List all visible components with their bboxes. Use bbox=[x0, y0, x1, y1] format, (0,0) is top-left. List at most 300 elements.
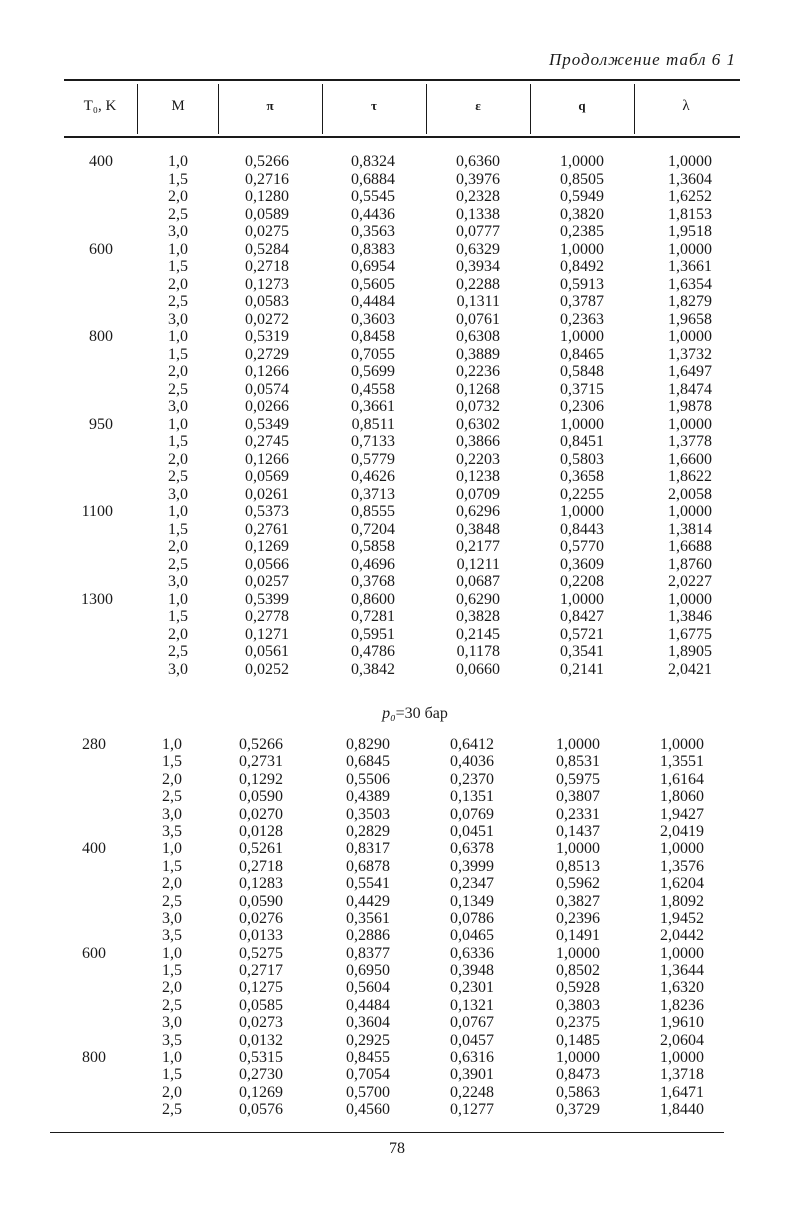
table-header-rule bbox=[64, 136, 740, 138]
cell-lam: 1,0000 bbox=[660, 840, 704, 858]
cell-m: 2,5 bbox=[168, 643, 188, 660]
cell-lam: 2,0421 bbox=[668, 660, 712, 678]
cell-lam: 2,0419 bbox=[660, 822, 704, 840]
cell-pi: 0,0273 bbox=[239, 1014, 283, 1032]
cell-pi: 0,2718 bbox=[239, 857, 283, 875]
cell-tau: 0,5541 bbox=[346, 875, 390, 893]
table-row bbox=[0, 451, 794, 469]
cell-lam: 1,0000 bbox=[668, 503, 712, 520]
cell-m: 1,0 bbox=[162, 840, 182, 858]
header-pi: π bbox=[266, 98, 274, 113]
table-top-rule bbox=[64, 79, 740, 81]
cell-lam: 1,9878 bbox=[668, 398, 712, 415]
cell-pi: 0,2717 bbox=[239, 962, 283, 980]
cell-q: 0,8473 bbox=[556, 1066, 600, 1084]
header-q: q bbox=[578, 98, 586, 113]
cell-m: 1,5 bbox=[162, 753, 182, 771]
cell-lam: 1,6252 bbox=[668, 188, 712, 205]
cell-eps: 0,2301 bbox=[450, 979, 494, 997]
cell-eps: 0,6290 bbox=[456, 590, 500, 608]
cell-eps: 0,0687 bbox=[456, 573, 500, 590]
cell-tau: 0,3713 bbox=[351, 485, 395, 503]
cell-tau: 0,7054 bbox=[346, 1066, 390, 1084]
cell-tau: 0,8290 bbox=[346, 736, 390, 753]
cell-tau: 0,8317 bbox=[346, 840, 390, 858]
pressure-value: =30 бар bbox=[395, 705, 448, 722]
table-row bbox=[0, 806, 794, 823]
cell-t: 800 bbox=[89, 328, 113, 345]
header-tau: τ bbox=[371, 98, 377, 113]
table-row bbox=[0, 381, 794, 399]
cell-lam: 1,8279 bbox=[668, 293, 712, 310]
cell-m: 3,0 bbox=[168, 660, 188, 678]
cell-pi: 0,2730 bbox=[239, 1066, 283, 1084]
cell-m: 1,5 bbox=[162, 857, 182, 875]
cell-m: 3,5 bbox=[162, 1031, 182, 1049]
cell-lam: 1,0000 bbox=[668, 328, 712, 345]
cell-q: 0,5913 bbox=[560, 275, 604, 293]
cell-q: 1,0000 bbox=[560, 590, 604, 608]
cell-pi: 0,2731 bbox=[239, 753, 283, 771]
table-row bbox=[0, 363, 794, 381]
cell-pi: 0,5261 bbox=[239, 840, 283, 858]
cell-eps: 0,0732 bbox=[456, 398, 500, 415]
cell-eps: 0,2328 bbox=[456, 188, 500, 205]
table-row bbox=[0, 503, 794, 521]
cell-pi: 0,2761 bbox=[245, 520, 289, 538]
cell-pi: 0,0252 bbox=[245, 660, 289, 678]
cell-eps: 0,0767 bbox=[450, 1014, 494, 1032]
cell-q: 0,2255 bbox=[560, 485, 604, 503]
cell-m: 2,0 bbox=[162, 1083, 182, 1101]
cell-eps: 0,6302 bbox=[456, 415, 500, 433]
table-row bbox=[0, 875, 794, 892]
cell-lam: 1,8092 bbox=[660, 892, 704, 910]
cell-eps: 0,2347 bbox=[450, 875, 494, 893]
cell-q: 0,5803 bbox=[560, 450, 604, 468]
cell-tau: 0,3768 bbox=[351, 573, 395, 590]
cell-t: 1300 bbox=[81, 590, 113, 608]
table-row bbox=[0, 153, 794, 171]
cell-eps: 0,6412 bbox=[450, 736, 494, 753]
table-row bbox=[0, 643, 794, 661]
cell-pi: 0,5399 bbox=[245, 590, 289, 608]
cell-q: 0,8427 bbox=[560, 608, 604, 625]
table-row bbox=[0, 311, 794, 329]
cell-m: 1,0 bbox=[168, 590, 188, 608]
cell-q: 0,8502 bbox=[556, 962, 600, 980]
cell-lam: 1,0000 bbox=[660, 736, 704, 753]
cell-q: 0,8513 bbox=[556, 857, 600, 875]
cell-pi: 0,5266 bbox=[245, 153, 289, 170]
table-row bbox=[0, 1066, 794, 1083]
table-row bbox=[0, 433, 794, 451]
cell-pi: 0,0270 bbox=[239, 805, 283, 823]
cell-m: 1,0 bbox=[162, 1049, 182, 1067]
table-row bbox=[0, 416, 794, 434]
cell-eps: 0,3889 bbox=[456, 345, 500, 363]
header-m: M bbox=[171, 98, 185, 114]
table-caption: Продолжение табл 6 1 bbox=[548, 50, 736, 69]
cell-m: 1,5 bbox=[168, 345, 188, 363]
table-row bbox=[0, 788, 794, 805]
cell-lam: 1,6164 bbox=[660, 770, 704, 788]
cell-lam: 1,0000 bbox=[668, 240, 712, 258]
cell-m: 2,5 bbox=[162, 996, 182, 1014]
cell-tau: 0,8511 bbox=[351, 415, 395, 433]
cell-pi: 0,5373 bbox=[245, 503, 289, 520]
cell-tau: 0,4786 bbox=[351, 643, 395, 660]
table-row bbox=[0, 1049, 794, 1066]
cell-lam: 1,9427 bbox=[660, 805, 704, 823]
table-section-2 bbox=[0, 736, 794, 1119]
cell-lam: 2,0058 bbox=[668, 485, 712, 503]
cell-eps: 0,0451 bbox=[450, 822, 494, 840]
cell-pi: 0,1283 bbox=[239, 875, 283, 893]
cell-q: 0,8492 bbox=[560, 258, 604, 275]
cell-tau: 0,5605 bbox=[351, 275, 395, 293]
cell-m: 1,0 bbox=[168, 503, 188, 520]
table-row bbox=[0, 486, 794, 504]
header-eps: ε bbox=[475, 98, 481, 113]
cell-m: 1,5 bbox=[162, 1066, 182, 1084]
cell-q: 0,3820 bbox=[560, 205, 604, 223]
cell-m: 1,0 bbox=[168, 240, 188, 258]
header-divider-3 bbox=[322, 84, 323, 134]
cell-tau: 0,3503 bbox=[346, 805, 390, 823]
cell-eps: 0,1178 bbox=[456, 643, 500, 660]
cell-tau: 0,5506 bbox=[346, 770, 390, 788]
cell-eps: 0,3828 bbox=[456, 608, 500, 625]
cell-q: 0,8505 bbox=[560, 170, 604, 188]
cell-eps: 0,3976 bbox=[456, 170, 500, 188]
table-row bbox=[0, 858, 794, 875]
cell-tau: 0,8600 bbox=[351, 590, 395, 608]
cell-lam: 1,3576 bbox=[660, 857, 704, 875]
cell-pi: 0,0275 bbox=[245, 223, 289, 240]
table-row bbox=[0, 840, 794, 857]
cell-eps: 0,2177 bbox=[456, 538, 500, 555]
cell-m: 1,0 bbox=[162, 944, 182, 962]
table-row bbox=[0, 398, 794, 416]
cell-q: 1,0000 bbox=[560, 415, 604, 433]
cell-tau: 0,2829 bbox=[346, 822, 390, 840]
cell-tau: 0,3603 bbox=[351, 310, 395, 328]
cell-eps: 0,1311 bbox=[456, 293, 500, 310]
table-row bbox=[0, 945, 794, 962]
cell-eps: 0,3901 bbox=[450, 1066, 494, 1084]
cell-q: 0,3541 bbox=[560, 643, 604, 660]
cell-lam: 1,0000 bbox=[668, 590, 712, 608]
cell-pi: 0,0583 bbox=[245, 293, 289, 310]
cell-tau: 0,3561 bbox=[346, 909, 390, 927]
table-row bbox=[0, 591, 794, 609]
table-row bbox=[0, 468, 794, 486]
cell-tau: 0,7133 bbox=[351, 433, 395, 450]
table-row bbox=[0, 626, 794, 644]
cell-m: 2,0 bbox=[168, 363, 188, 380]
cell-m: 1,5 bbox=[168, 433, 188, 450]
cell-m: 3,5 bbox=[162, 927, 182, 945]
cell-m: 2,0 bbox=[162, 770, 182, 788]
cell-pi: 0,0569 bbox=[245, 468, 289, 485]
cell-q: 0,8451 bbox=[560, 433, 604, 450]
cell-lam: 1,9610 bbox=[660, 1014, 704, 1032]
cell-pi: 0,2718 bbox=[245, 258, 289, 275]
cell-lam: 2,0227 bbox=[668, 573, 712, 590]
cell-q: 1,0000 bbox=[560, 240, 604, 258]
cell-lam: 2,0442 bbox=[660, 927, 704, 945]
cell-eps: 0,2236 bbox=[456, 363, 500, 380]
cell-tau: 0,5858 bbox=[351, 538, 395, 555]
cell-q: 0,5962 bbox=[556, 875, 600, 893]
cell-lam: 1,3551 bbox=[660, 753, 704, 771]
cell-q: 0,2208 bbox=[560, 573, 604, 590]
cell-eps: 0,2145 bbox=[456, 625, 500, 643]
table-row bbox=[0, 556, 794, 574]
cell-pi: 0,0128 bbox=[239, 822, 283, 840]
cell-lam: 1,8760 bbox=[668, 555, 712, 573]
cell-pi: 0,1269 bbox=[245, 538, 289, 555]
cell-pi: 0,0566 bbox=[245, 555, 289, 573]
cell-pi: 0,0257 bbox=[245, 573, 289, 590]
header-t0: T₀, K bbox=[83, 98, 117, 114]
cell-pi: 0,2716 bbox=[245, 170, 289, 188]
table-row bbox=[0, 223, 794, 241]
table-row bbox=[0, 893, 794, 910]
cell-lam: 1,3718 bbox=[660, 1066, 704, 1084]
cell-lam: 1,8153 bbox=[668, 205, 712, 223]
table-row bbox=[0, 573, 794, 591]
cell-tau: 0,8458 bbox=[351, 328, 395, 345]
table-bottom-rule bbox=[50, 1132, 724, 1133]
cell-eps: 0,1351 bbox=[450, 788, 494, 806]
cell-t: 950 bbox=[89, 415, 113, 433]
cell-q: 0,3715 bbox=[560, 380, 604, 398]
cell-tau: 0,6954 bbox=[351, 258, 395, 275]
cell-eps: 0,1268 bbox=[456, 380, 500, 398]
cell-q: 0,2141 bbox=[560, 660, 604, 678]
cell-lam: 1,9452 bbox=[660, 909, 704, 927]
cell-tau: 0,3604 bbox=[346, 1014, 390, 1032]
cell-pi: 0,0590 bbox=[239, 788, 283, 806]
header-divider-5 bbox=[530, 84, 531, 134]
cell-tau: 0,3842 bbox=[351, 660, 395, 678]
table-row bbox=[0, 736, 794, 753]
cell-tau: 0,4696 bbox=[351, 555, 395, 573]
table-row bbox=[0, 293, 794, 311]
cell-m: 1,0 bbox=[168, 328, 188, 345]
cell-eps: 0,1338 bbox=[456, 205, 500, 223]
table-row bbox=[0, 276, 794, 294]
cell-q: 1,0000 bbox=[556, 1049, 600, 1067]
table-row bbox=[0, 188, 794, 206]
cell-pi: 0,0133 bbox=[239, 927, 283, 945]
cell-m: 3,0 bbox=[162, 805, 182, 823]
table-row bbox=[0, 979, 794, 996]
cell-eps: 0,0777 bbox=[456, 223, 500, 240]
cell-q: 0,1485 bbox=[556, 1031, 600, 1049]
cell-m: 3,0 bbox=[162, 909, 182, 927]
cell-lam: 1,6471 bbox=[660, 1083, 704, 1101]
cell-pi: 0,1269 bbox=[239, 1083, 283, 1101]
cell-lam: 1,6354 bbox=[668, 275, 712, 293]
table-row bbox=[0, 538, 794, 556]
table-row bbox=[0, 346, 794, 364]
cell-pi: 0,2729 bbox=[245, 345, 289, 363]
page-number: 78 bbox=[389, 1140, 405, 1157]
cell-q: 0,3803 bbox=[556, 996, 600, 1014]
cell-pi: 0,0576 bbox=[239, 1101, 283, 1119]
cell-eps: 0,3934 bbox=[456, 258, 500, 275]
cell-q: 0,2306 bbox=[560, 398, 604, 415]
cell-m: 2,5 bbox=[168, 293, 188, 310]
cell-pi: 0,1271 bbox=[245, 625, 289, 643]
cell-m: 2,5 bbox=[168, 555, 188, 573]
cell-m: 1,5 bbox=[162, 962, 182, 980]
header-divider-4 bbox=[426, 84, 427, 134]
cell-tau: 0,7055 bbox=[351, 345, 395, 363]
cell-pi: 0,1280 bbox=[245, 188, 289, 205]
cell-tau: 0,7204 bbox=[351, 520, 395, 538]
cell-t: 800 bbox=[82, 1049, 106, 1067]
cell-lam: 1,3644 bbox=[660, 962, 704, 980]
table-row bbox=[0, 910, 794, 927]
cell-lam: 1,6688 bbox=[668, 538, 712, 555]
cell-pi: 0,0561 bbox=[245, 643, 289, 660]
table-row bbox=[0, 661, 794, 679]
cell-q: 0,8443 bbox=[560, 520, 604, 538]
cell-lam: 1,6320 bbox=[660, 979, 704, 997]
table-row bbox=[0, 171, 794, 189]
cell-eps: 0,3948 bbox=[450, 962, 494, 980]
cell-pi: 0,5349 bbox=[245, 415, 289, 433]
table-row bbox=[0, 521, 794, 539]
cell-eps: 0,1349 bbox=[450, 892, 494, 910]
cell-m: 2,0 bbox=[168, 538, 188, 555]
table-row bbox=[0, 962, 794, 979]
table-row bbox=[0, 1084, 794, 1101]
cell-m: 3,0 bbox=[168, 573, 188, 590]
cell-m: 1,5 bbox=[168, 520, 188, 538]
cell-q: 1,0000 bbox=[556, 736, 600, 753]
cell-lam: 2,0604 bbox=[660, 1031, 704, 1049]
cell-m: 3,5 bbox=[162, 822, 182, 840]
cell-pi: 0,1275 bbox=[239, 979, 283, 997]
cell-eps: 0,6316 bbox=[450, 1049, 494, 1067]
cell-pi: 0,1266 bbox=[245, 363, 289, 380]
cell-pi: 0,0132 bbox=[239, 1031, 283, 1049]
cell-tau: 0,6884 bbox=[351, 170, 395, 188]
cell-tau: 0,3661 bbox=[351, 398, 395, 415]
cell-t: 600 bbox=[89, 240, 113, 258]
cell-eps: 0,2248 bbox=[450, 1083, 494, 1101]
cell-pi: 0,1273 bbox=[245, 275, 289, 293]
cell-q: 1,0000 bbox=[556, 944, 600, 962]
cell-tau: 0,5700 bbox=[346, 1083, 390, 1101]
cell-lam: 1,9518 bbox=[668, 223, 712, 240]
cell-tau: 0,8377 bbox=[346, 944, 390, 962]
cell-tau: 0,2925 bbox=[346, 1031, 390, 1049]
cell-m: 2,5 bbox=[168, 380, 188, 398]
table-section-1 bbox=[0, 153, 794, 678]
cell-lam: 1,8060 bbox=[660, 788, 704, 806]
cell-lam: 1,0000 bbox=[660, 1049, 704, 1067]
cell-pi: 0,0590 bbox=[239, 892, 283, 910]
cell-tau: 0,4429 bbox=[346, 892, 390, 910]
cell-m: 3,0 bbox=[168, 398, 188, 415]
cell-q: 0,8531 bbox=[556, 753, 600, 771]
cell-tau: 0,5951 bbox=[351, 625, 395, 643]
cell-tau: 0,4389 bbox=[346, 788, 390, 806]
cell-q: 0,8465 bbox=[560, 345, 604, 363]
cell-lam: 1,8474 bbox=[668, 380, 712, 398]
table-row bbox=[0, 1032, 794, 1049]
cell-pi: 0,2745 bbox=[245, 433, 289, 450]
table-row bbox=[0, 753, 794, 770]
cell-lam: 1,6775 bbox=[668, 625, 712, 643]
cell-pi: 0,0589 bbox=[245, 205, 289, 223]
table-row bbox=[0, 1014, 794, 1031]
cell-tau: 0,6878 bbox=[346, 857, 390, 875]
cell-eps: 0,1321 bbox=[450, 996, 494, 1014]
cell-eps: 0,3848 bbox=[456, 520, 500, 538]
cell-pi: 0,0574 bbox=[245, 380, 289, 398]
cell-eps: 0,0457 bbox=[450, 1031, 494, 1049]
cell-q: 0,3609 bbox=[560, 555, 604, 573]
cell-q: 0,3658 bbox=[560, 468, 604, 485]
cell-m: 2,5 bbox=[162, 788, 182, 806]
cell-q: 1,0000 bbox=[560, 153, 604, 170]
cell-tau: 0,5699 bbox=[351, 363, 395, 380]
table-row bbox=[0, 1101, 794, 1118]
cell-eps: 0,0465 bbox=[450, 927, 494, 945]
cell-tau: 0,8324 bbox=[351, 153, 395, 170]
cell-m: 2,5 bbox=[162, 892, 182, 910]
cell-eps: 0,0709 bbox=[456, 485, 500, 503]
cell-pi: 0,5315 bbox=[239, 1049, 283, 1067]
cell-q: 0,1491 bbox=[556, 927, 600, 945]
cell-pi: 0,0276 bbox=[239, 909, 283, 927]
cell-q: 0,3787 bbox=[560, 293, 604, 310]
cell-t: 600 bbox=[82, 944, 106, 962]
cell-lam: 1,0000 bbox=[668, 153, 712, 170]
cell-m: 1,5 bbox=[168, 608, 188, 625]
cell-tau: 0,5545 bbox=[351, 188, 395, 205]
cell-q: 1,0000 bbox=[556, 840, 600, 858]
cell-tau: 0,5604 bbox=[346, 979, 390, 997]
cell-q: 0,5863 bbox=[556, 1083, 600, 1101]
cell-eps: 0,6329 bbox=[456, 240, 500, 258]
cell-lam: 1,6204 bbox=[660, 875, 704, 893]
cell-m: 2,0 bbox=[168, 188, 188, 205]
cell-pi: 0,5266 bbox=[239, 736, 283, 753]
cell-eps: 0,0761 bbox=[456, 310, 500, 328]
cell-m: 1,5 bbox=[168, 258, 188, 275]
cell-eps: 0,6336 bbox=[450, 944, 494, 962]
cell-m: 3,0 bbox=[168, 485, 188, 503]
cell-m: 1,0 bbox=[168, 415, 188, 433]
cell-lam: 1,6497 bbox=[668, 363, 712, 380]
cell-tau: 0,6845 bbox=[346, 753, 390, 771]
cell-pi: 0,1292 bbox=[239, 770, 283, 788]
table-row bbox=[0, 771, 794, 788]
cell-m: 2,0 bbox=[168, 450, 188, 468]
cell-eps: 0,1238 bbox=[456, 468, 500, 485]
cell-pi: 0,5284 bbox=[245, 240, 289, 258]
header-divider-6 bbox=[634, 84, 635, 134]
table-row bbox=[0, 241, 794, 259]
